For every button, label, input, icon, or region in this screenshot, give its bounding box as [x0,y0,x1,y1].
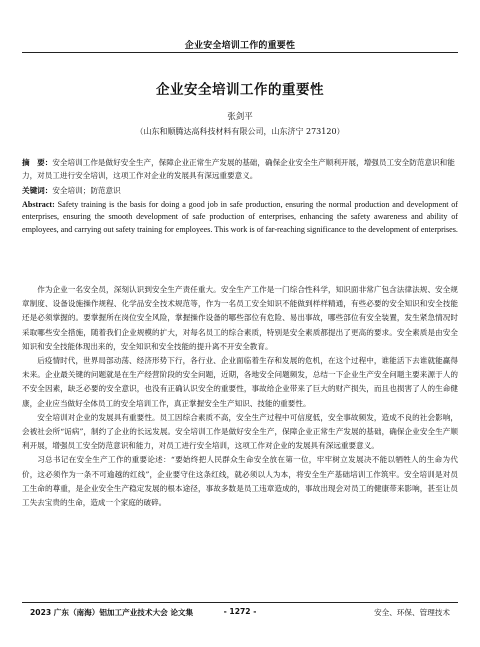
footer-page-number: - 1272 - [223,607,257,616]
footer-divider [22,602,458,603]
body-text [22,283,458,510]
body-paragraph: 作为企业一名安全员，深刻认识到安全生产责任重大。安全生产工作是一门综合性科学，知识面非常广包含法律法规、安全规章制度、设备设施操作规程、化学品安全技术规范等，作为一名员工安全知识不能做到样样精通，有些必要的安全知识和安全技能还是必须掌握的。要掌握所在岗位安全风险，掌握操作设备的哪些部位有危险、易出事故，哪些部位有安全装置，发生紧急情况时采取哪些安全措施，随着我们企业规模的扩大，对每名员工的综合素质，特别是安全素质都提出了更高的要求。安全素质是由安全知识和安全技能体现出来的，安全知识和安全技能的提升离不开安全教育。 [22,285,458,351]
abstract-en [22,199,458,236]
keywords-zh [22,185,458,198]
header-divider [22,52,458,53]
author-affiliation: （山东和顺腾达高科技材料有限公司，山东济宁 273120） [135,127,345,136]
body-paragraph: 安全培训对企业的发展具有重要性。员工因综合素质不高，安全生产过程中可信度低，安全事故频发，造成不良的社会影响，会被社会所“诟病”，制约了企业的长远发展。安全培训工作是做好安全生产，保障企业正常生产发展的基础，确保企业安全生产顺利开展，增强员工安全防范意识和能力，对员工进行安全培训，这项工作对企业的发展具有深远重要意义。 [22,412,458,451]
author-name: 张剑平 [227,112,253,122]
abstract-en-label: Abstract: [22,200,55,209]
body-paragraph: 后疫情时代，世界局部动荡、经济形势下行，各行业、企业面临着生存和发展的危机，在这个过程中，谁能活下去谁就能赢得未来。企业最关键的问题就是在生产经营阶段的安全问题，近期，各地安全问题频发，总结一下企业生产安全问题主要来源于人的不安全因素，缺乏必要的安全意识，也没有正确认识安全的重要性，事故给企业带来了巨大的财产损失，而且也损害了人的生命健康，企业应当做好全体员工的安全培训工作，真正掌握安全生产知识、技能的重要性。 [22,356,458,408]
keywords-zh-label: 关键词： [22,186,53,195]
footer-proceedings: 2023 广东（南海）铝加工产业技术大会 论文集 [30,608,194,617]
abstract-zh-label: 摘 要： [22,158,53,167]
running-header: 企业安全培训工作的重要性 [184,41,296,51]
abstract-en-text: Safety training is the basis for doing a good job in safe production, ensuring the normal production and development of enterprises, ensuring the smooth development of safe production of enterprises, enhancing the safety awareness and ability of employees, and carrying out safety training for employees. This work is of far-reaching significance to the development of enterprises. [22,200,458,234]
body-paragraph: 习总书记在安全生产工作的重要论述：“要始终把人民群众生命安全放在第一位，牢牢树立发展决不能以牺牲人的生命为代价，这必须作为一条不可逾越的红线”，企业要守住这条红线，就必须以人为本，将安全生产基础培训工作筑牢。安全培训是对员工生命的尊重，是企业安全生产稳定发展的根本途径，事故多数是员工违章造成的，事故出现会对员工的健康带来影响，甚至让员工失去宝贵的生命，造成一个家庭的破碎。 [22,455,458,508]
paper-title: 企业安全培训工作的重要性 [156,82,324,98]
footer-section: 安全、环保、管理技术 [374,608,450,617]
abstract-zh-text: 安全培训工作是做好安全生产，保障企业正常生产发展的基础，确保企业安全生产顺利开展，增强员工安全防范意识和能力，对员工进行安全培训，这项工作对企业的发展具有深远重要意义。 [22,158,455,180]
abstract-zh [22,157,458,182]
keywords-zh-text: 安全培训；防范意识 [52,186,121,195]
